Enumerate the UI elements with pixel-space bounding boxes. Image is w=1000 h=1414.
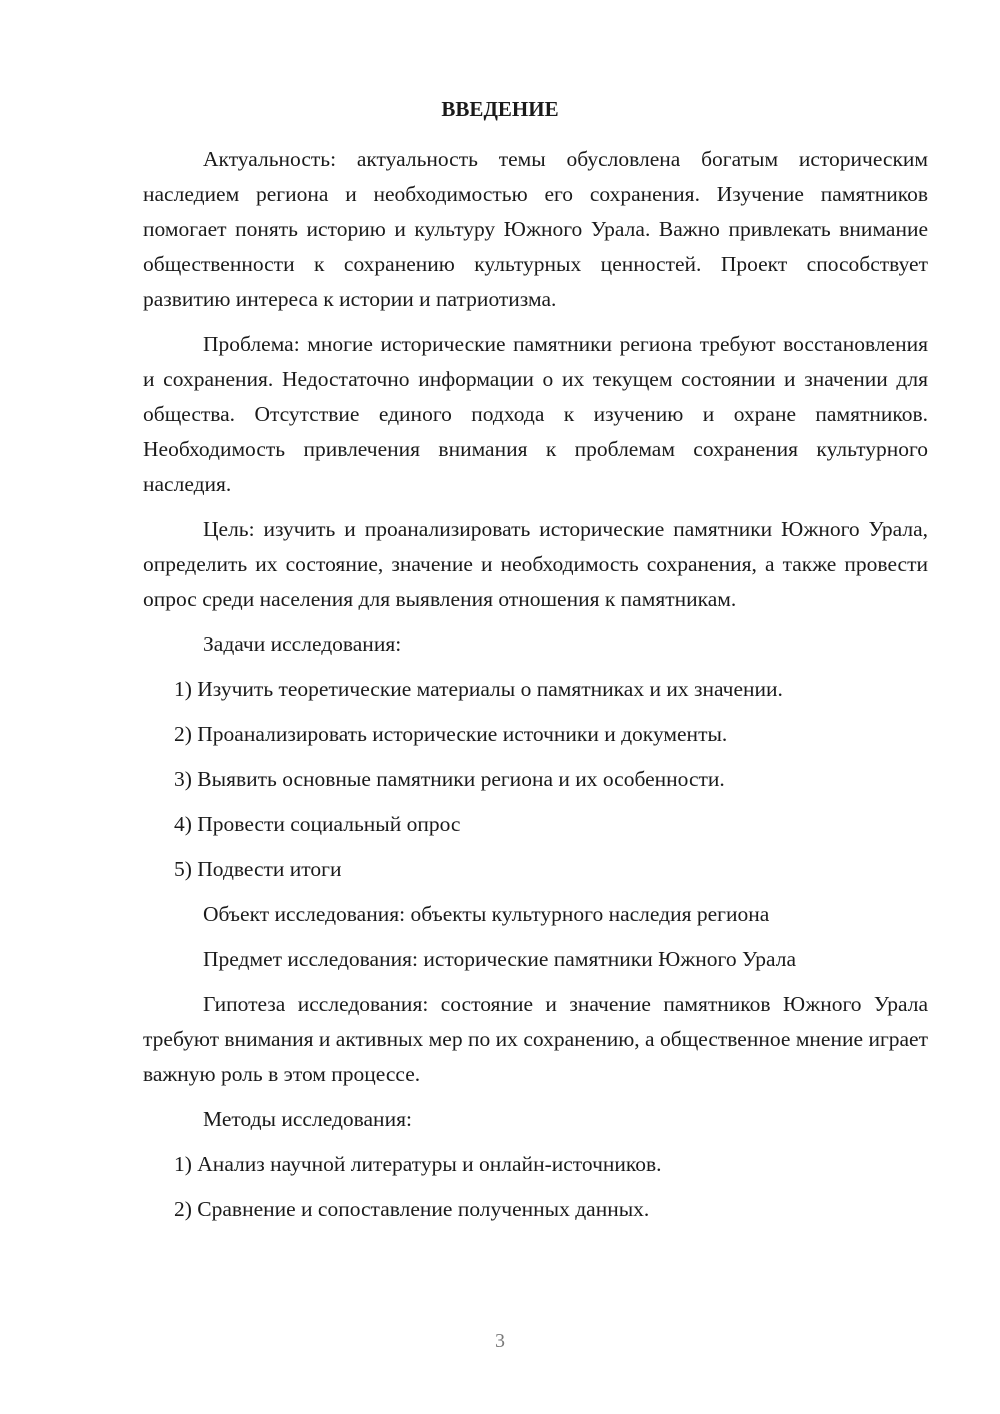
research-object: Объект исследования: объекты культурного наследия региона [203,902,770,926]
task-item: 3) Выявить основные памятники региона и их особенности. [174,767,725,791]
hypothesis-paragraph: Гипотеза исследования: состояние и значение памятников Южного Урала требуют внимания и активных мер по их сохранению, а общественное мнение играет важную роль в этом процессе. [143,992,928,1086]
problem-paragraph: Проблема: многие исторические памятники региона требуют восстановления и сохранения. Недостаточно информации о их текущем состоянии и значении для общества. Отсутствие единого подхода к изучению и охране памятников. Необходимость привлечения внимания к проблемам сохранения культурного наследия. [143,332,928,496]
task-item: 2) Проанализировать исторические источники и документы. [174,722,728,746]
research-subject: Предмет исследования: исторические памятники Южного Урала [203,947,797,971]
tasks-heading: Задачи исследования: [203,632,402,656]
method-item: 2) Сравнение и сопоставление полученных данных. [174,1197,650,1221]
method-item: 1) Анализ научной литературы и онлайн-источников. [174,1152,662,1176]
page-title: ВВЕДЕНИЕ [441,97,559,121]
page-number: 3 [495,1330,505,1352]
methods-heading: Методы исследования: [203,1107,412,1131]
goal-paragraph: Цель: изучить и проанализировать исторические памятники Южного Урала, определить их состояние, значение и необходимость сохранения, а также провести опрос среди населения для выявления отношения к памятникам. [143,517,928,611]
document-body [143,142,928,1237]
task-item: 5) Подвести итоги [174,857,342,881]
task-item: 4) Провести социальный опрос [174,812,461,836]
task-item: 1) Изучить теоретические материалы о памятниках и их значении. [174,677,783,701]
relevance-paragraph: Актуальность: актуальность темы обусловлена богатым историческим наследием региона и необходимостью его сохранения. Изучение памятников помогает понять историю и культуру Южного Урала. Важно привлекать внимание общественности к сохранению культурных ценностей. Проект способствует развитию интереса к истории и патриотизма. [143,147,928,311]
